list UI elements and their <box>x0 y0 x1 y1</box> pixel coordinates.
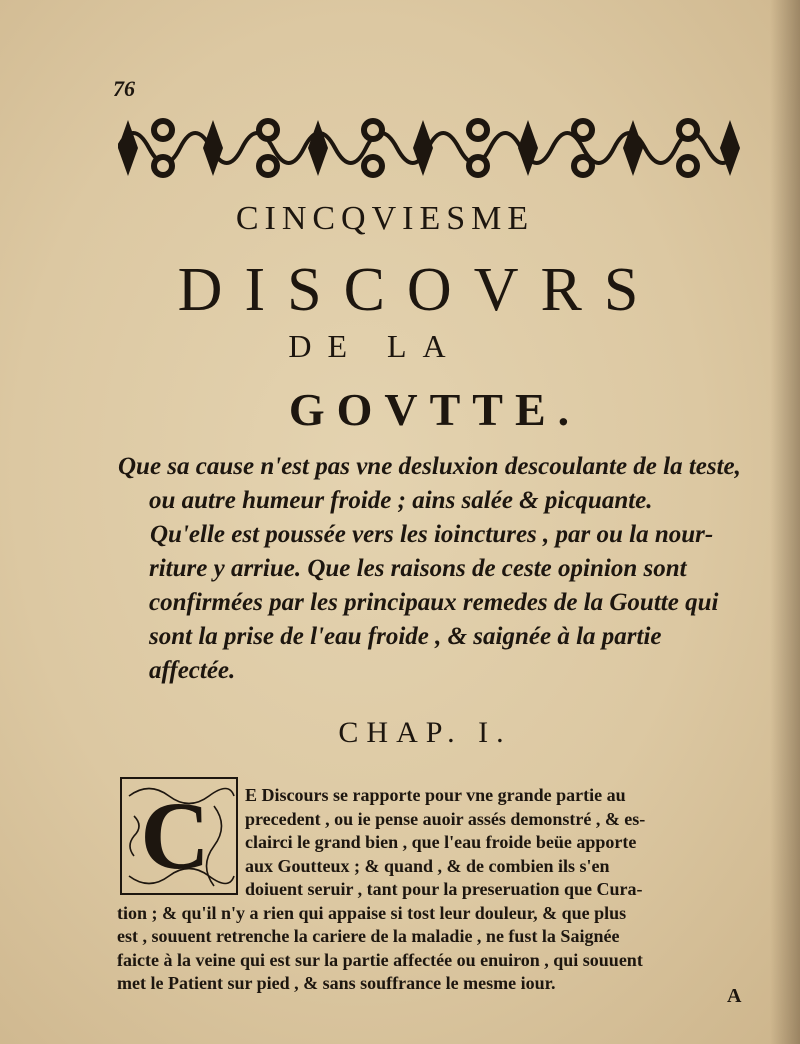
body-line: faicte à la veine qui est sur la partie affectée ou enuiron , qui souuent <box>117 949 643 970</box>
body-line: clairci le grand bien , que l'eau froide beüe apporte <box>245 832 637 852</box>
summary-line: Qu'elle est poussée vers les ioinctures , par ou la nour- <box>150 521 714 548</box>
body-line: met le Patient sur pied , & sans souffrance le mesme iour. <box>117 973 556 993</box>
body-line: precedent , ou ie pense auoir assés demonstré , & es- <box>245 808 646 829</box>
heading-line-2: DISCOVRS <box>177 256 661 324</box>
page-edge-shadow <box>770 0 800 1044</box>
heading-line-4: GOVTTE. <box>288 384 582 435</box>
chapter-title: CHAP. I. <box>338 716 512 749</box>
heading-line-3: DE LA <box>288 328 462 364</box>
chapter-summary <box>118 450 758 688</box>
body-line: tion ; & qu'il n'y a rien qui appaise si tost leur douleur, & que plus <box>117 902 627 923</box>
summary-line: affectée. <box>149 657 236 684</box>
summary-line: sont la prise de l'eau froide , & saignée à la partie <box>149 623 662 650</box>
page-number: 76 <box>113 76 135 101</box>
drop-cap-letter: C <box>140 782 210 889</box>
summary-line: riture y arriue. Que les raisons de ceste opinion sont <box>149 555 687 582</box>
summary-line: Que sa cause n'est pas vne desluxion descoulante de la teste, <box>118 453 741 480</box>
body-line: E Discours se rapporte pour vne grande partie au <box>245 785 626 805</box>
summary-line: confirmées par les principaux remedes de la Goutte qui <box>149 589 719 616</box>
ornament-band-icon <box>118 110 744 186</box>
body-line: est , souuent retrenche la cariere de la maladie , ne fust la Saignée <box>117 926 620 946</box>
body-line: aux Goutteux ; & quand , & de combien ils s'en <box>245 855 610 876</box>
heading-line-1: CINCQVIESME <box>235 200 535 237</box>
body-text <box>117 784 747 996</box>
catchword: A <box>727 985 742 1007</box>
summary-line: ou autre humeur froide ; ains salée & picquante. <box>149 487 653 514</box>
body-line: doiuent seruir , tant pour la preseruation que Cura- <box>245 879 643 899</box>
